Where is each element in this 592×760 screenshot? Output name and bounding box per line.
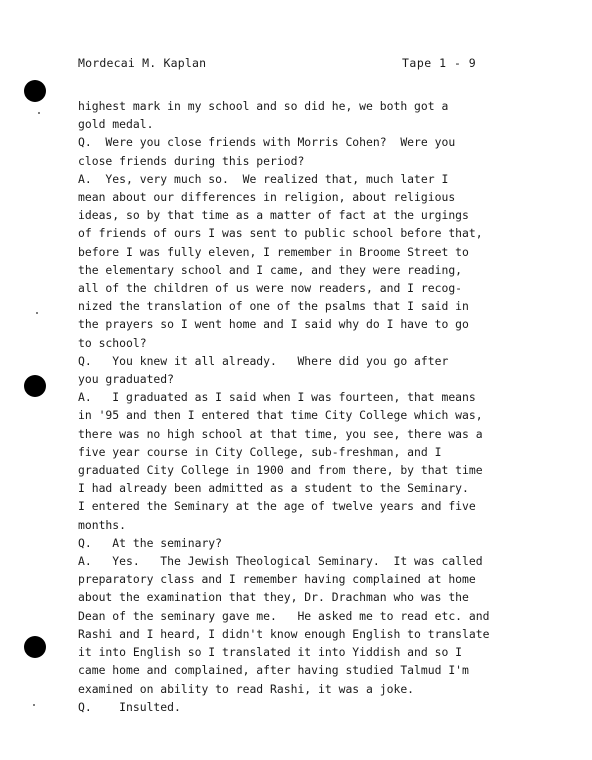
transcript-line: to school?	[78, 335, 147, 350]
transcript-line: came home and complained, after having studied Talmud I'm	[78, 663, 469, 678]
transcript-line: the prayers so I went home and I said why do I have to go	[78, 317, 469, 332]
transcript-line: Q. At the seminary?	[78, 535, 223, 550]
transcript-line: examined on ability to read Rashi, it was a joke.	[78, 681, 415, 696]
transcript-body	[78, 97, 578, 716]
transcript-line: mean about our differences in religion, about religious	[78, 190, 456, 205]
scan-speck	[36, 312, 38, 314]
punch-hole-top	[24, 80, 46, 102]
transcript-line: it into English so I translated it into Yiddish and so I	[78, 645, 463, 660]
transcript-line: five year course in City College, sub-freshman, and I	[78, 444, 442, 459]
transcript-line: of friends of ours I was sent to public school before that,	[78, 226, 483, 241]
transcript-line: ideas, so by that time as a matter of fact at the urgings	[78, 208, 469, 223]
transcript-line: Dean of the seminary gave me. He asked me to read etc. and	[78, 608, 490, 623]
scan-speck	[38, 112, 40, 114]
transcript-line: all of the children of us were now readers, and I recog-	[78, 281, 463, 296]
transcript-line: highest mark in my school and so did he, we both got a	[78, 99, 449, 113]
transcript-line: about the examination that they, Dr. Drachman who was the	[78, 590, 469, 605]
transcript-line: Q. You knew it all already. Where did you go after	[78, 353, 449, 368]
transcript-line: I entered the Seminary at the age of twelve years and five	[78, 499, 476, 514]
transcript-line: gold medal.	[78, 117, 154, 132]
transcript-line: graduated City College in 1900 and from there, by that time	[78, 463, 483, 478]
transcript-line: A. I graduated as I said when I was fourteen, that means	[78, 390, 476, 405]
scan-speck	[33, 704, 35, 706]
interviewee-name: Mordecai M. Kaplan	[78, 56, 207, 70]
transcript-line: Rashi and I heard, I didn't know enough English to translate	[78, 626, 490, 641]
transcript-line: Q. Insulted.	[78, 699, 181, 714]
transcript-line: preparatory class and I remember having complained at home	[78, 572, 476, 587]
transcript-line: nized the translation of one of the psalms that I said in	[78, 299, 469, 314]
transcript-line: the elementary school and I came, and they were reading,	[78, 262, 463, 277]
transcript-line: A. Yes. The Jewish Theological Seminary. It was called	[78, 554, 483, 569]
transcript-line: I had already been admitted as a student to the Seminary.	[78, 481, 469, 496]
transcript-line: Q. Were you close friends with Morris Cohen? Were you	[78, 135, 456, 150]
transcript-line: close friends during this period?	[78, 153, 305, 168]
transcript-line: A. Yes, very much so. We realized that, much later I	[78, 171, 449, 186]
tape-label: Tape 1 - 9	[402, 56, 477, 70]
transcript-line: there was no high school at that time, you see, there was a	[78, 426, 483, 441]
punch-hole-middle	[24, 375, 46, 397]
transcript-line: before I was fully eleven, I remember in Broome Street to	[78, 244, 469, 259]
transcript-line: you graduated?	[78, 372, 175, 387]
transcript-line: months.	[78, 517, 127, 532]
punch-hole-bottom	[24, 636, 46, 658]
transcript-line: in '95 and then I entered that time City College which was,	[78, 408, 483, 423]
